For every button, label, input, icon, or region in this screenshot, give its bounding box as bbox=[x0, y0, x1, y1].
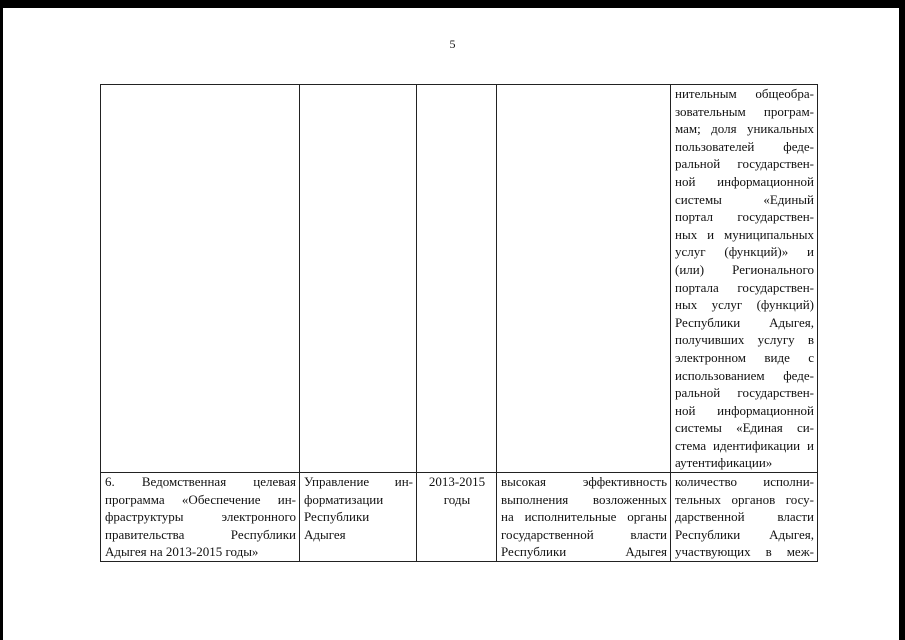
text-line: нительным общеобра- bbox=[675, 86, 814, 101]
programs-table bbox=[100, 84, 818, 562]
table-row-program-6 bbox=[101, 473, 818, 562]
text-line: портала государствен- bbox=[675, 279, 814, 295]
scan-border-left bbox=[0, 0, 3, 640]
period-unit: годы bbox=[443, 491, 471, 507]
responsible-cell bbox=[300, 473, 417, 562]
responsible-cell-empty bbox=[300, 85, 417, 473]
text-line: Адыгея bbox=[304, 526, 346, 542]
text-line: аутентификации» bbox=[675, 455, 773, 471]
text-line: фраструктуры электронного bbox=[105, 509, 296, 525]
text-line: высокая эффективность bbox=[501, 474, 667, 490]
indicator-cell bbox=[671, 473, 818, 562]
text-line: Республики bbox=[304, 509, 370, 525]
program-cell-empty bbox=[101, 85, 300, 473]
goal-cell-empty bbox=[497, 85, 671, 473]
text-line: электронном виде с bbox=[675, 349, 814, 365]
text-line: пользователей феде- bbox=[675, 138, 814, 154]
text-line: зовательным програм- bbox=[675, 103, 814, 119]
scan-border-right bbox=[899, 0, 905, 640]
text-line: на исполнительные органы bbox=[501, 509, 667, 525]
scan-border-top bbox=[0, 0, 905, 8]
text-line: количество исполни- bbox=[675, 474, 814, 490]
text-line: тельных органов госу- bbox=[675, 491, 814, 507]
text-line: портал государствен- bbox=[675, 209, 814, 225]
text-line: системы «Единая си- bbox=[675, 420, 814, 436]
text-line: стема идентификации и bbox=[675, 437, 814, 453]
text-line: услуг (функций)» и bbox=[675, 244, 814, 260]
text-line: Республики Адыгея, bbox=[675, 526, 814, 542]
period-years: 2013-2015 bbox=[428, 474, 486, 490]
text-line: системы «Единый bbox=[675, 191, 814, 207]
text-line: выполнения возложенных bbox=[501, 491, 667, 507]
text-line: программа «Обеспечение ин- bbox=[105, 491, 296, 507]
program-name-cell bbox=[101, 473, 300, 562]
period-cell bbox=[417, 473, 497, 562]
text-line: ных и муниципальных bbox=[675, 226, 814, 242]
text-line: ральной государствен- bbox=[675, 385, 814, 401]
text-line: ной информационной bbox=[675, 402, 814, 418]
text-line: государственной власти bbox=[501, 526, 667, 542]
text-line: Республики Адыгея bbox=[501, 544, 667, 560]
text-line: 6. Ведомственная целевая bbox=[105, 474, 296, 490]
table-row-continuation bbox=[101, 85, 818, 473]
text-line: участвующих в меж- bbox=[675, 544, 814, 560]
page-number: 5 bbox=[449, 37, 456, 51]
text-line: Управление ин- bbox=[304, 474, 413, 490]
text-line: Адыгея на 2013-2015 годы» bbox=[105, 544, 259, 560]
goal-cell bbox=[497, 473, 671, 562]
text-line: использованием феде- bbox=[675, 367, 814, 383]
text-line: Республики Адыгея, bbox=[675, 314, 814, 330]
text-line: ральной государствен- bbox=[675, 156, 814, 172]
text-line: получивших услугу в bbox=[675, 332, 814, 348]
period-cell-empty bbox=[417, 85, 497, 473]
indicator-cell-continuation bbox=[671, 85, 818, 473]
text-line: мам; доля уникальных bbox=[675, 121, 814, 137]
text-line: (или) Регионального bbox=[675, 261, 814, 277]
text-line: правительства Республики bbox=[105, 526, 296, 542]
text-line: ных услуг (функций) bbox=[675, 297, 814, 313]
text-line: ной информационной bbox=[675, 173, 814, 189]
text-line: дарственной власти bbox=[675, 509, 814, 525]
text-line: форматизации bbox=[304, 491, 384, 507]
